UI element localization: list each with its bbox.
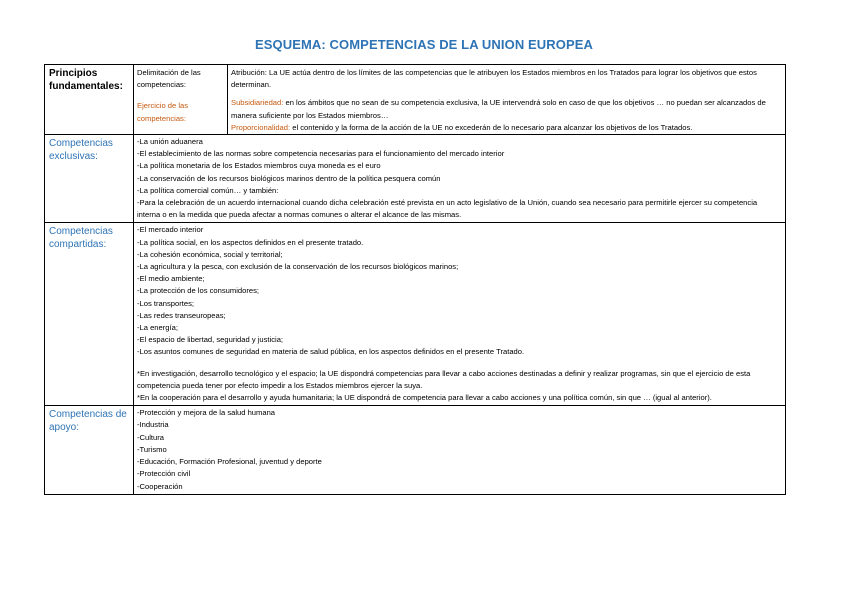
list-item: -Las redes transeuropeas;: [137, 310, 226, 320]
list-item: -Educación, Formación Profesional, juventud y deporte: [137, 457, 322, 467]
row-exclusivas: [45, 135, 786, 223]
apoyo-content: [134, 406, 786, 494]
proporcionalidad-text: el contenido y la forma de la acción de la UE no excederán de lo necesario para alcanzar los objetivos de los Tratados.: [290, 122, 693, 132]
subsidiariedad-label: Subsidiariedad:: [231, 98, 284, 108]
principios-labels-cell: [134, 65, 228, 135]
exclusivas-content: [134, 135, 786, 223]
list-item: -La unión aduanera: [137, 137, 203, 147]
proporcionalidad-block: [231, 122, 782, 134]
list-item: -La política monetaria de los Estados miembros cuya moneda es el euro: [137, 161, 381, 171]
row-principios: [45, 65, 786, 135]
list-item: -La energía;: [137, 323, 178, 333]
list-item: -Cultura: [137, 432, 165, 442]
competencias-table: [44, 64, 786, 495]
subsidiariedad-block: [231, 97, 782, 121]
list-item: -Protección y mejora de la salud humana: [137, 408, 276, 418]
compartidas-content: [134, 223, 786, 406]
ejercicio-label: Ejercicio de las competencias:: [137, 101, 189, 123]
list-item: -La conservación de los recursos biológicos marinos dentro de la política pesquera común: [137, 173, 441, 183]
list-item: -La política comercial común… y también:: [137, 185, 279, 195]
list-item: -Para la celebración de un acuerdo internacional cuando dicha celebración esté prevista en un acto legislativo de la Unión, cuando sea necesario para permitirle ejercer su competencia interna o en la medida que pueda afectar a normas comunes o alterar el alcance de las mismas.: [137, 198, 758, 220]
list-item: -Turismo: [137, 444, 167, 454]
row-apoyo: [45, 406, 786, 494]
principios-content-cell: [228, 65, 786, 135]
compartidas-header: Competencias compartidas:: [45, 223, 134, 406]
list-item: -Industria: [137, 420, 169, 430]
apoyo-header: Competencias de apoyo:: [45, 406, 134, 494]
note-cooperacion: *En la cooperación para el desarrollo y ayuda humanitaria; la UE dispondrá de competencia para llevar a cabo acciones y una política común, sin que … (igual al anterior).: [137, 393, 712, 403]
proporcionalidad-label: Proporcionalidad:: [231, 122, 291, 132]
list-item: -Cooperación: [137, 481, 183, 491]
list-item: -Los transportes;: [137, 298, 194, 308]
list-item: -Los asuntos comunes de seguridad en materia de salud pública, en los aspectos definidos en el presente Tratado.: [137, 347, 525, 357]
list-item: -La política social, en los aspectos definidos en el presente tratado.: [137, 237, 364, 247]
list-item: -La agricultura y la pesca, con exclusión de la conservación de los recursos biológicos marinos;: [137, 262, 459, 272]
delimitacion-label: Delimitación de las competencias:: [137, 68, 201, 90]
list-item: -Protección civil: [137, 469, 191, 479]
principios-header: Principios fundamentales:: [45, 65, 134, 135]
exclusivas-header: Competencias exclusivas:: [45, 135, 134, 223]
row-compartidas: [45, 223, 786, 406]
subsidiariedad-text: en los ámbitos que no sean de su competencia exclusiva, la UE intervendrá solo en caso de que los objetivos … no puedan ser alcanzados de manera suficiente por los Estados miembros…: [231, 98, 766, 120]
page-title: ESQUEMA: COMPETENCIAS DE LA UNION EUROPEA: [254, 37, 594, 52]
list-item: -El establecimiento de las normas sobre competencia necesarias para el funcionamiento del mercado interior: [137, 149, 505, 159]
list-item: -El medio ambiente;: [137, 274, 205, 284]
list-item: -El mercado interior: [137, 225, 204, 235]
list-item: -La protección de los consumidores;: [137, 286, 259, 296]
atribucion-text: Atribución: La UE actúa dentro de los límites de las competencias que le atribuyen los Estados miembros en los Tratados para lograr los objetivos que estos determinan.: [231, 68, 757, 90]
note-investigacion: *En investigación, desarrollo tecnológico y el espacio; la UE dispondrá competencias para llevar a cabo acciones destinadas a definir y realizar programas, sin que el ejercicio de esta competencia pueda tener por efecto impedir a los Estados miembros ejercer la suya.: [137, 368, 751, 390]
list-item: -El espacio de libertad, seguridad y justicia;: [137, 335, 284, 345]
list-item: -La cohesión económica, social y territorial;: [137, 249, 283, 259]
